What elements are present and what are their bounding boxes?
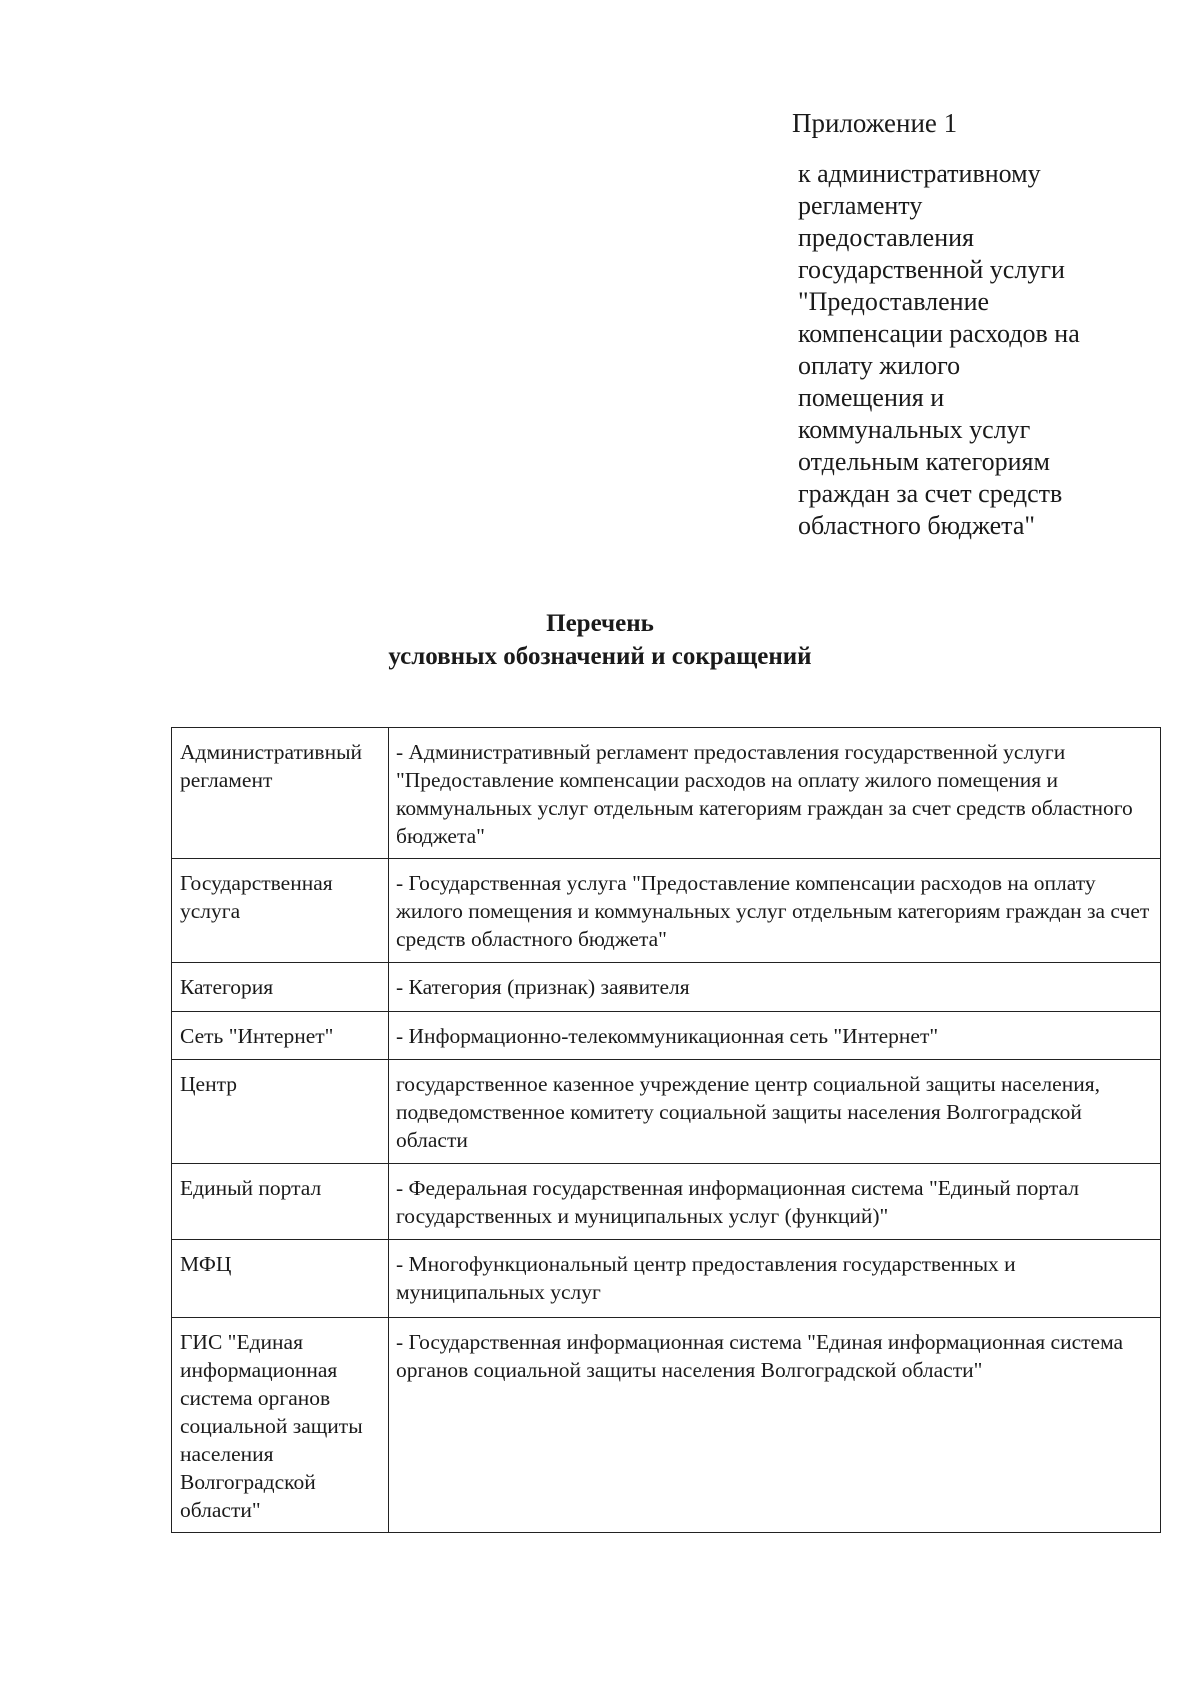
appendix-subtitle-line: регламенту bbox=[798, 191, 923, 220]
term-cell: ГИС "Единая информационная система органов социальной защиты населения Волгоградской области" bbox=[172, 1318, 389, 1533]
appendix-subtitle-line: к административному bbox=[798, 159, 1041, 188]
term-cell: Административный регламент bbox=[172, 728, 389, 859]
appendix-subtitle-line: отдельным категориям bbox=[798, 447, 1050, 476]
document-heading-subtitle: условных обозначений и сокращений bbox=[388, 643, 812, 670]
table-row bbox=[172, 1012, 1161, 1060]
term-cell: Государственная услуга bbox=[172, 859, 389, 963]
appendix-subtitle-line: коммунальных услуг bbox=[798, 415, 1031, 444]
definition-cell: - Административный регламент предоставления государственной услуги "Предоставление компенсации расходов на оплату жилого помещения и коммунальных услуг отдельным категориям граждан за счет средств областного бюджета" bbox=[389, 728, 1161, 859]
table-row bbox=[172, 963, 1161, 1012]
term-cell: Единый портал bbox=[172, 1164, 389, 1240]
table-row bbox=[172, 859, 1161, 963]
appendix-subtitle bbox=[798, 158, 1138, 542]
table-row bbox=[172, 1164, 1161, 1240]
appendix-subtitle-line: государственной услуги bbox=[798, 255, 1065, 284]
definition-cell: - Многофункциональный центр предоставления государственных и муниципальных услуг bbox=[389, 1240, 1161, 1318]
definition-cell: - Информационно-телекоммуникационная сеть "Интернет" bbox=[389, 1012, 1161, 1060]
term-cell: Категория bbox=[172, 963, 389, 1012]
appendix-subtitle-line: "Предоставление bbox=[798, 287, 990, 316]
appendix-subtitle-line: оплату жилого bbox=[798, 351, 961, 380]
appendix-subtitle-line: компенсации расходов на bbox=[798, 319, 1080, 348]
definition-cell: - Государственная услуга "Предоставление компенсации расходов на оплату жилого помещения и коммунальных услуг отдельным категориям граждан за счет средств областного бюджета" bbox=[389, 859, 1161, 963]
term-cell: Сеть "Интернет" bbox=[172, 1012, 389, 1060]
appendix-subtitle-line: граждан за счет средств bbox=[798, 479, 1063, 508]
table-row bbox=[172, 1240, 1161, 1318]
definition-cell: - Федеральная государственная информационная система "Единый портал государственных и муниципальных услуг (функций)" bbox=[389, 1164, 1161, 1240]
table-row bbox=[172, 1318, 1161, 1533]
table-row bbox=[172, 728, 1161, 859]
appendix-title: Приложение 1 bbox=[792, 108, 958, 138]
table-row bbox=[172, 1060, 1161, 1164]
appendix-subtitle-line: областного бюджета" bbox=[798, 511, 1035, 540]
terms-table bbox=[171, 727, 1161, 1533]
appendix-subtitle-line: помещения и bbox=[798, 383, 945, 412]
term-cell: Центр bbox=[172, 1060, 389, 1164]
definition-cell: - Государственная информационная система "Единая информационная система органов социальной защиты населения Волгоградской области" bbox=[389, 1318, 1161, 1533]
document-heading-title: Перечень bbox=[546, 610, 654, 637]
definition-cell: государственное казенное учреждение центр социальной защиты населения, подведомственное комитету социальной защиты населения Волгоградской области bbox=[389, 1060, 1161, 1164]
term-cell: МФЦ bbox=[172, 1240, 389, 1318]
appendix-subtitle-line: предоставления bbox=[798, 223, 974, 252]
definition-cell: - Категория (признак) заявителя bbox=[389, 963, 1161, 1012]
